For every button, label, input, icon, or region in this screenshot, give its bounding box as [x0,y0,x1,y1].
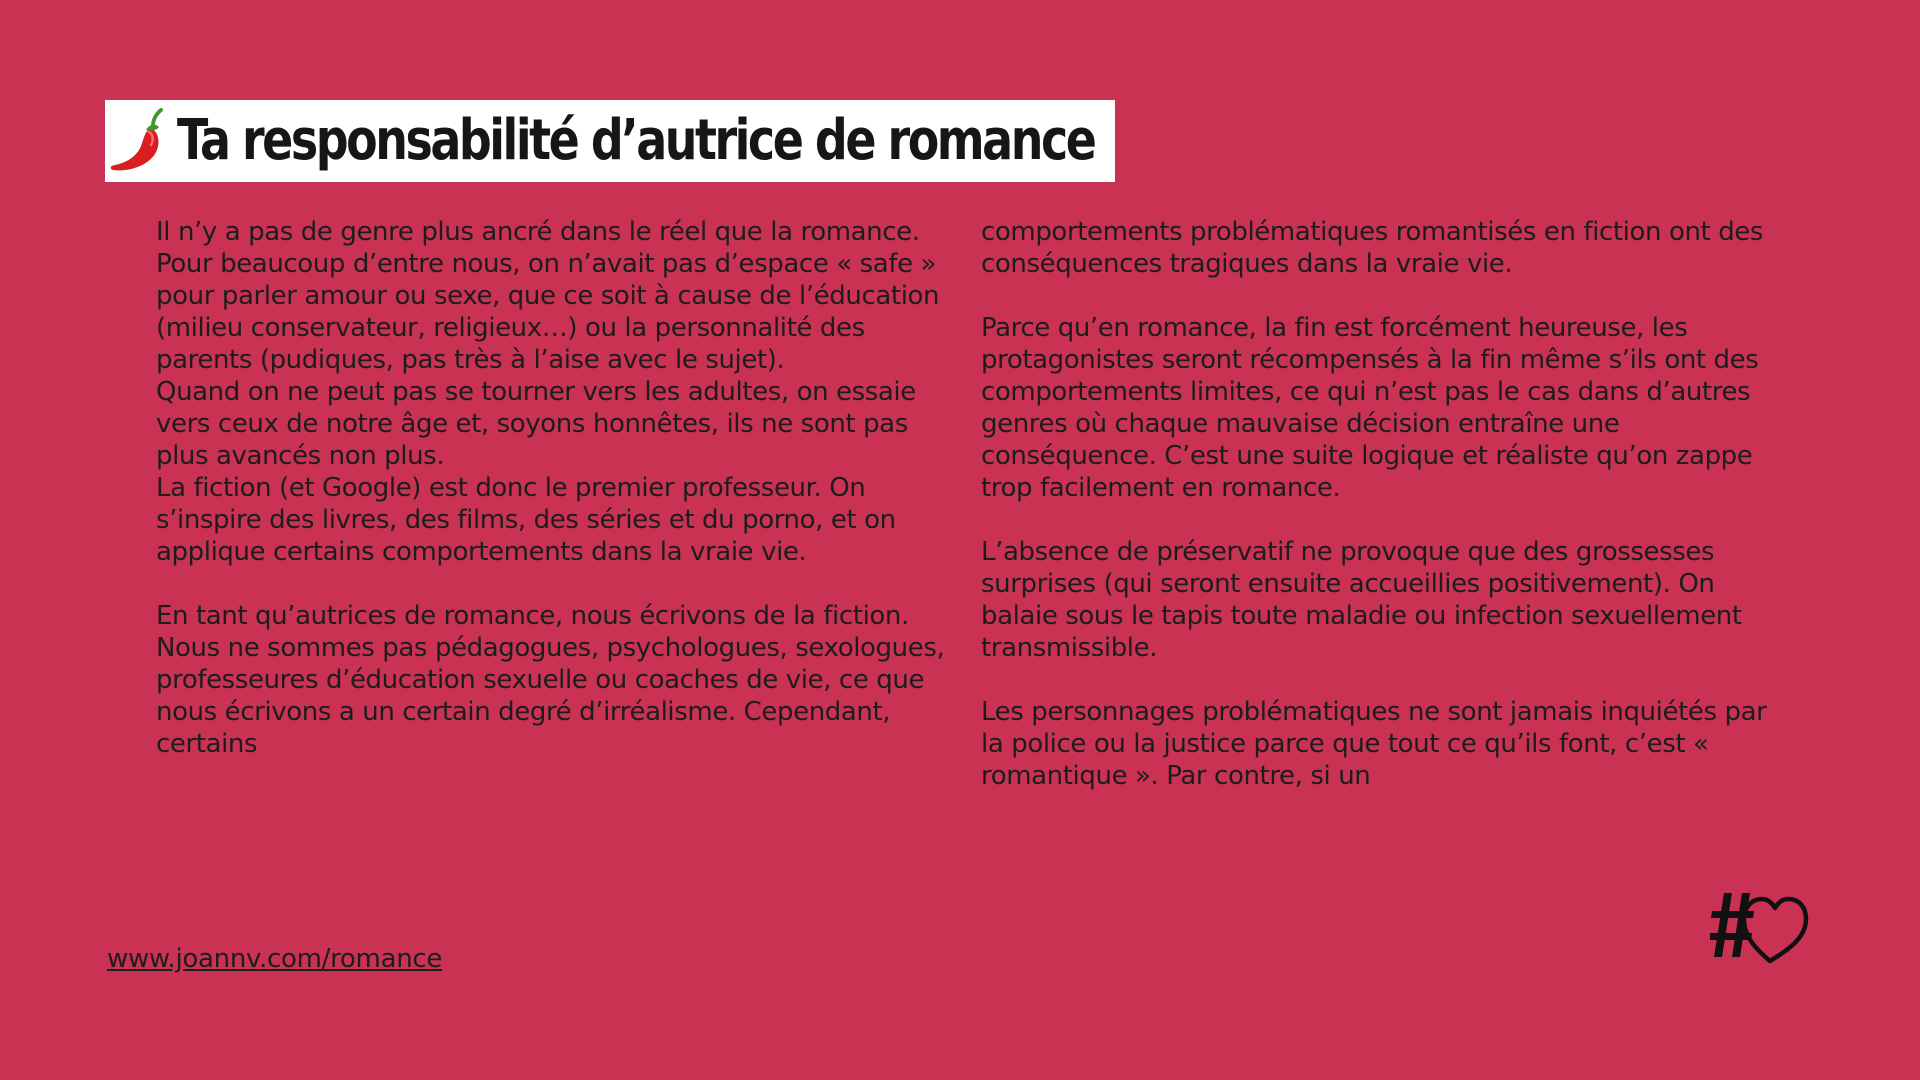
paragraph-gap [981,664,1771,696]
paragraph-gap [156,568,946,600]
page-title: Ta responsabilité d’autrice de romance [177,108,1095,173]
paragraph: En tant qu’autrices de romance, nous écrivons de la fiction. Nous ne sommes pas pédagogues, psychologues, sexologues, professeures d’éducation sexuelle ou coaches de vie, ce que nous écrivons a un certain degré d’irréalisme. Cependant, certains [156,601,945,759]
paragraph: Il n’y a pas de genre plus ancré dans le réel que la romance. [156,217,920,247]
paragraph-gap [981,280,1771,312]
paragraph: Pour beaucoup d’entre nous, on n’avait pas d’espace « safe » pour parler amour ou sexe, que ce soit à cause de l’éducation (milieu conservateur, religieux…) ou la personnalité des parents (pudiques, pas très à l’aise avec le sujet). [156,249,940,375]
title-banner [105,100,1115,182]
paragraph: La fiction (et Google) est donc le premier professeur. On s’inspire des livres, des films, des séries et du porno, et on applique certains comportements dans la vraie vie. [156,473,896,567]
chili-pepper-icon [107,106,167,176]
paragraph: Quand on ne peut pas se tourner vers les adultes, on essaie vers ceux de notre âge et, soyons honnêtes, ils ne sont pas plus avancés non plus. [156,377,916,471]
paragraph: Parce qu’en romance, la fin est forcément heureuse, les protagonistes seront récompensés à la fin même s’ils ont des comportements limites, ce qui n’est pas le cas dans d’autres genres où chaque mauvaise décision entraîne une conséquence. C’est une suite logique et réaliste qu’on zappe trop facilement en romance. [981,313,1759,503]
paragraph: L’absence de préservatif ne provoque que des grossesses surprises (qui seront ensuite accueillies positivement). On balaie sous le tapis toute maladie ou infection sexuellement transmissible. [981,537,1742,663]
website-link[interactable]: www.joannv.com/romance [107,944,443,974]
left-text-column [156,216,946,760]
right-text-column [981,216,1771,792]
paragraph: Les personnages problématiques ne sont jamais inquiétés par la police ou la justice parce que tout ce qu’ils font, c’est « romantique ». Par contre, si un [981,697,1767,791]
paragraph-gap [981,504,1771,536]
paragraph: comportements problématiques romantisés en fiction ont des conséquences tragiques dans la vraie vie. [981,217,1764,279]
hashtag-heart-logo-icon [1710,885,1810,965]
